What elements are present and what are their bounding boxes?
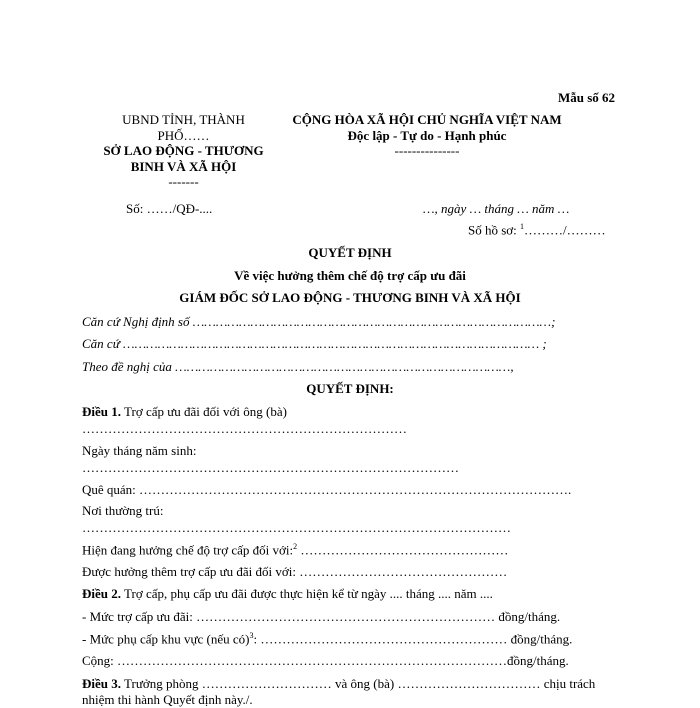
republic-header [272,112,582,159]
document-title: QUYẾT ĐỊNH [308,245,392,260]
dossier-value: ………/……… [524,222,606,238]
regional-allowance-rest: : ………………………………………………… đồng/tháng. [253,631,573,647]
agency-line-3: SỞ LAO ĐỘNG - THƯƠNG [103,143,264,159]
current-allowance-line [82,542,508,558]
extra-allowance-line: Được hưởng thêm trợ cấp ưu đãi đối với: ………………………………………… [82,564,508,579]
republic-name: CỘNG HÒA XÃ HỘI CHỦ NGHĨA VIỆT NAM [292,112,562,127]
basis-decree: Căn cứ Nghị định số …………………………………………………………………………………; [82,314,556,329]
article-1-text: Trợ cấp ưu đãi đối với ông (bà) [121,404,287,419]
document-subject: Về việc hưởng thêm chế độ trợ cấp ưu đãi [234,268,466,283]
residence-label: Nơi thường trú: [82,503,164,518]
article-2-text: Trợ cấp, phụ cấp ưu đãi được thực hiện kể từ ngày .... tháng .... năm .... [121,586,493,601]
dossier-number [468,222,606,238]
article-3-label: Điều 3. [82,676,121,691]
article-3-heading [82,676,595,692]
date-of-birth-label: Ngày tháng năm sinh: [82,443,197,458]
agency-separator: ------- [168,174,199,190]
article-1-label: Điều 1. [82,404,121,419]
form-number: Mẫu số 62 [558,90,616,105]
agency-line-4: BINH VÀ XÃ HỘI [130,158,237,174]
document-number: Số: ……/QĐ-.... [126,201,213,216]
regional-allowance-label: - Mức phụ cấp khu vực (nếu có) [82,631,250,647]
article-2-label: Điều 2. [82,586,121,601]
article-1-name-dots: ………………………………………………………………… [82,421,407,436]
total-line: Cộng: ………………………………………………………………………………đồng/tháng. [82,653,569,668]
regional-allowance-footnote: 3 [249,631,254,640]
current-allowance-footnote: 2 [293,542,298,551]
decision-heading: QUYẾT ĐỊNH: [306,381,394,396]
dossier-footnote: 1 [520,222,525,231]
issuing-authority: GIÁM ĐỐC SỞ LAO ĐỘNG - THƯƠNG BINH VÀ XÃ HỘI [179,290,521,305]
article-2-heading [82,586,493,602]
date-line: …, ngày … tháng … năm … [423,201,570,216]
residence-dots: ……………………………………………………………………………………… [82,520,511,535]
date-of-birth-dots: …………………………………………………………………………… [82,460,459,475]
republic-separator: --------------- [394,143,460,159]
allowance-rate-line: - Mức trợ cấp ưu đãi: …………………………………………………………… đồng/tháng. [82,609,561,624]
regional-allowance-line [82,631,572,647]
dossier-label: Số hồ sơ: [468,222,521,238]
basis-proposal: Theo đề nghị của ……………………………………………………………………………, [82,359,514,374]
republic-motto: Độc lập - Tự do - Hạnh phúc [347,127,507,143]
current-allowance-label: Hiện đang hưởng chế độ trợ cấp đối với: [82,542,294,558]
article-1-heading [82,404,287,420]
article-3-line-2: nhiệm thi hành Quyết định này./. [82,692,253,707]
basis-other: Căn cứ ……………………………………………………………………………………………… ; [82,336,547,351]
agency-line-2: PHỐ…… [157,127,210,143]
agency-line-1: UBND TỈNH, THÀNH [122,112,245,127]
current-allowance-dots: ………………………………………… [297,542,509,558]
agency-header [96,112,271,190]
article-3-text: Trưởng phòng ………………………… và ông (bà) …………………………… chịu trách [121,676,596,691]
hometown-line: Quê quán: ………………………………………………………………………………………. [82,482,572,497]
